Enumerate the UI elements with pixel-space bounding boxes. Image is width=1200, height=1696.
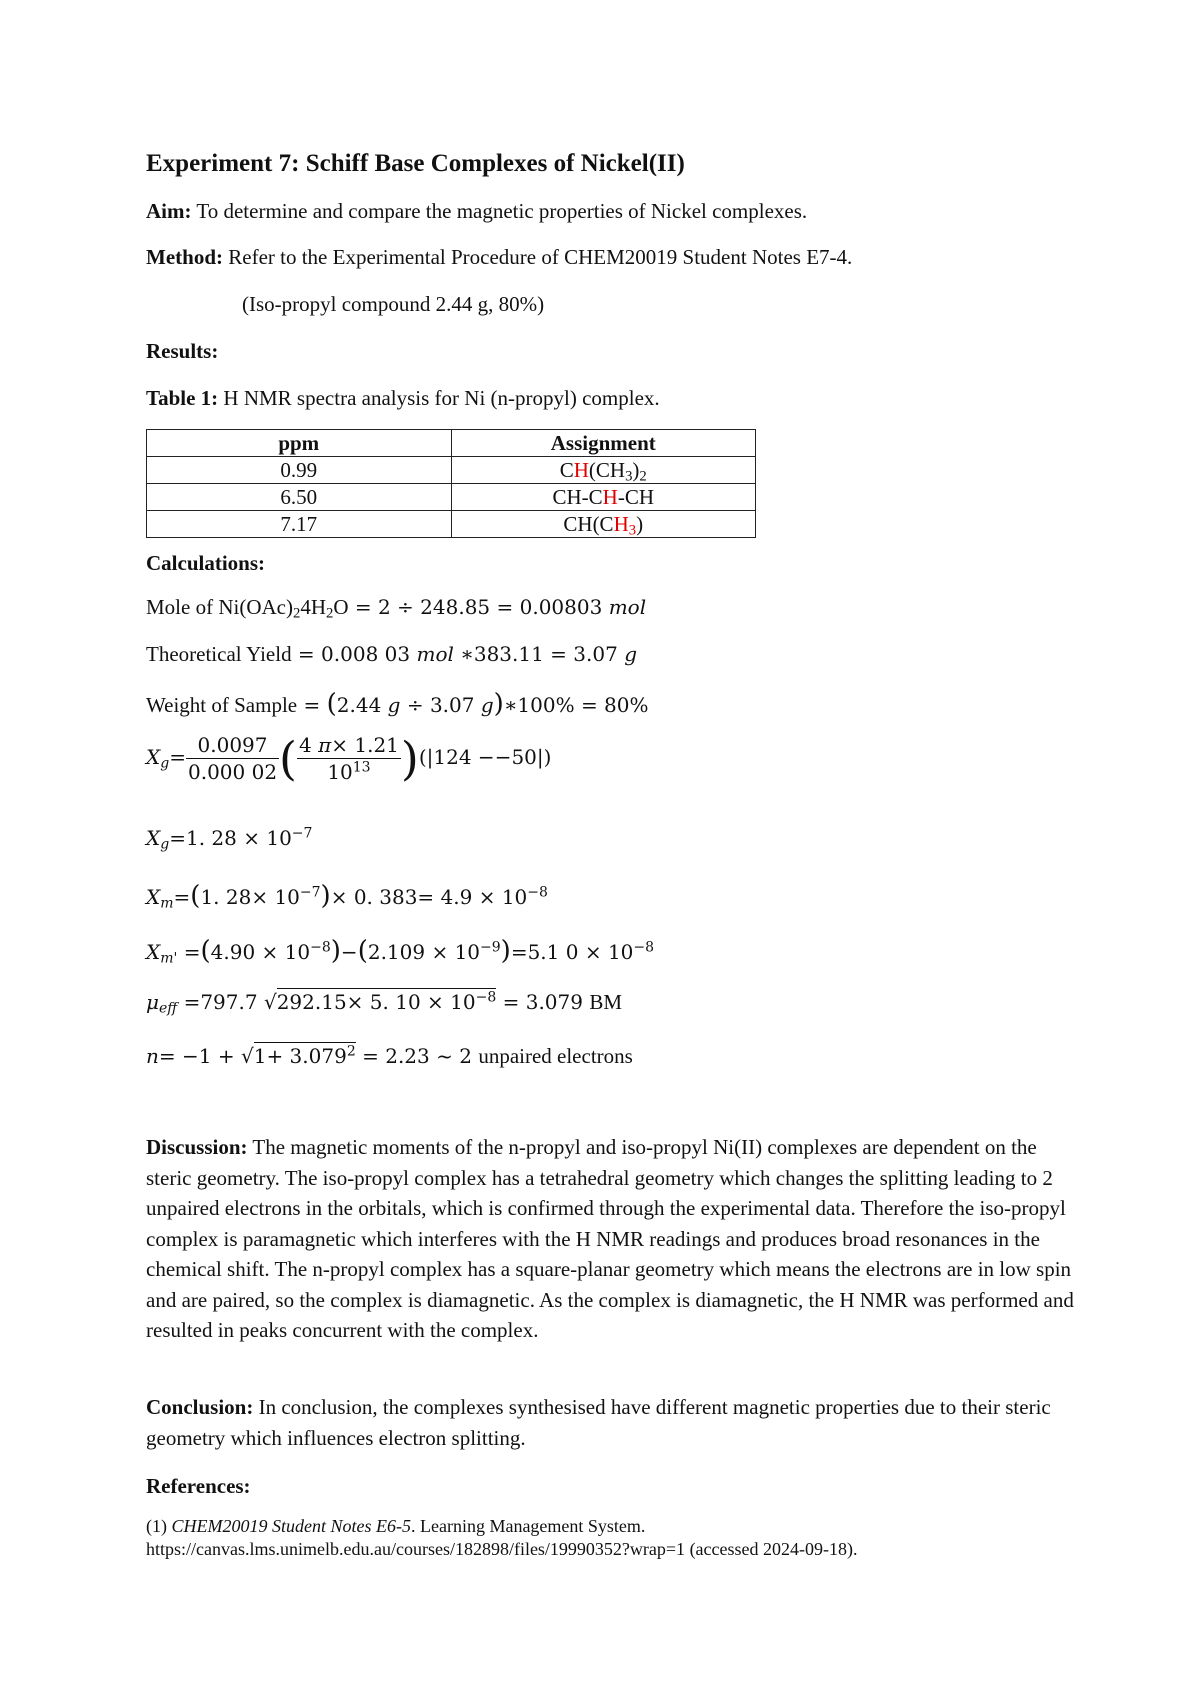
aim-label: Aim: <box>146 199 192 223</box>
results-heading: Results: <box>146 339 219 363</box>
reference-source: . Learning Management System. <box>410 1516 646 1536</box>
table-header-ppm: ppm <box>147 430 452 457</box>
table-cell-ppm: 0.99 <box>147 457 452 484</box>
discussion-text: The magnetic moments of the n-propyl and iso-propyl Ni(II) complexes are dependent on the steric geometry. The iso-propyl complex has a tetrahedral geometry which changes the splitting leading to 2 unpaired electrons in the orbitals, which is confirmed through the experimental data. Therefore the iso-propyl complex is paramagnetic which interferes with the H NMR readings and produces broad resonances in the chemical shift. The n-propyl complex has a square-planar geometry which means the electrons are in low spin and are paired, so the complex is diamagnetic. As the complex is diamagnetic, the H NMR was performed and resulted in peaks concurrent with the complex. <box>146 1135 1074 1342</box>
table-cell-assignment: CH-CH-CH <box>451 484 756 511</box>
nmr-table <box>146 429 756 538</box>
table-cell-assignment: $CH(CH_3)_2$ <box>451 457 756 484</box>
equation-xg-result: $X_g=1$. $28 \times 10^{-7}$ <box>146 825 313 853</box>
method-text: Refer to the Experimental Procedure of CHEM20019 Student Notes E7-4. <box>223 245 853 269</box>
yield-note: (Iso-propyl compound 2.44 g, 80%) <box>242 292 545 316</box>
table-caption-label: Table 1: <box>146 386 219 410</box>
method-label: Method: <box>146 245 223 269</box>
table-row <box>147 484 756 511</box>
conclusion-text: In conclusion, the complexes synthesised have different magnetic properties due to their steric geometry which influences electron splitting. <box>146 1395 1051 1450</box>
table-row <box>147 511 756 538</box>
method-line <box>146 242 852 272</box>
equation-xg-formula: $X_g=$ $\frac{0.0097}{0.000 02}$ ( $\frac{4 \pi\times 1.21}{10^{13}}$ )(|124 −−50|) <box>146 731 552 786</box>
table-header-assignment: Assignment <box>451 430 756 457</box>
equation-mu-eff: $\mu_{eff} =797.7$ √292.15× 5. $10 \times 10^{-8} = 3.079$ BM <box>146 989 623 1017</box>
conclusion-label: Conclusion: <box>146 1395 254 1419</box>
table-caption-text: H NMR spectra analysis for Ni (n-propyl) complex. <box>218 386 660 410</box>
reference-accessed: (accessed 2024-09-18). <box>685 1539 858 1559</box>
equation-unpaired-electrons: $n= -1 + √1+ 3.079^2 = 2.23$ ~ 2 unpaired electrons <box>146 1043 633 1068</box>
equation-weight-of-sample: Weight of Sample = (2.44 g ÷ 3.07 g)∗100% = 80% <box>146 689 649 719</box>
calculations-heading: Calculations: <box>146 551 266 575</box>
equation-mole: Mole of $Ni(OAc)_24H_2O = 2 \div 248.85 = 0.00803$ mol <box>146 595 647 622</box>
conclusion-paragraph <box>146 1392 1076 1453</box>
reference-url[interactable]: https://canvas.lms.unimelb.edu.au/courses/182898/files/19990352?wrap=1 <box>146 1539 686 1559</box>
discussion-label: Discussion: <box>146 1135 248 1159</box>
reference-item <box>146 1515 858 1561</box>
equation-xm-prime: $X_{m'} =(4.90 \times 10^{-8})-(2.109 \times 10^{-9})=5.1$ $0 \times 10^{-8}$ <box>146 936 655 967</box>
equation-theoretical-yield: Theoretical Yield = 0.008 03 mol ∗383.11 = 3.07 g <box>146 642 637 666</box>
aim-text: To determine and compare the magnetic properties of Nickel complexes. <box>191 199 808 223</box>
table-cell-ppm: 6.50 <box>147 484 452 511</box>
table-row <box>147 457 756 484</box>
equation-xm: $X_m=(1$. $28\times 10^{-7})\times 0$. $383= 4.9 \times 10^{-8}$ <box>146 881 548 912</box>
references-heading: References: <box>146 1474 251 1498</box>
table-header-row <box>147 430 756 457</box>
discussion-paragraph <box>146 1132 1076 1346</box>
reference-number: (1) <box>146 1516 172 1536</box>
aim-line <box>146 196 807 226</box>
reference-title: CHEM20019 Student Notes E6-5 <box>171 1516 411 1536</box>
document-title: Experiment 7: Schiff Base Complexes of Nickel(II) <box>146 150 685 177</box>
table-caption <box>146 383 660 413</box>
table-cell-ppm: 7.17 <box>147 511 452 538</box>
table-cell-assignment: $CH(CH_3)$ <box>451 511 756 538</box>
